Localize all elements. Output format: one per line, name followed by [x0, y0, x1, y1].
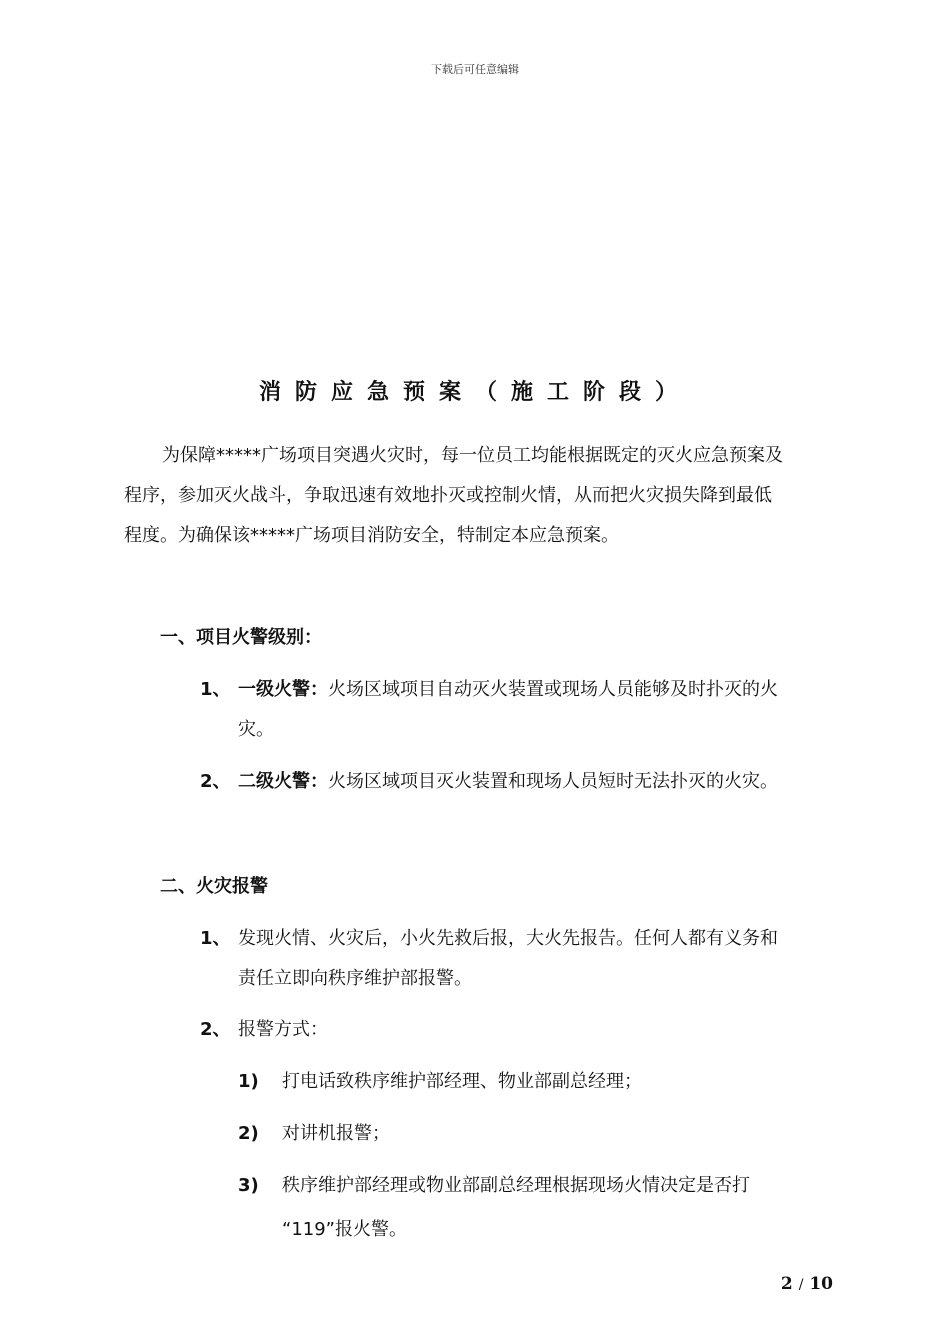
subitem-number: 1) [238, 1071, 259, 1092]
item-text-cont: 灾。 [238, 719, 274, 740]
item-text: 火场区域项目灭火装置和现场人员短时无法扑灭的火灾。 [328, 771, 778, 792]
intro-line-1: 为保障*****广场项目突遇火灾时，每一位员工均能根据既定的灭火应急预案及 [162, 445, 783, 466]
subitem-number: 2) [238, 1123, 259, 1144]
item-number: 2、 [200, 771, 231, 792]
page-separator: / [798, 1277, 804, 1293]
current-page: 2 [780, 1274, 793, 1294]
intro-paragraph [124, 436, 834, 556]
section-1-item-1 [200, 670, 830, 750]
subitem-number: 3) [238, 1175, 259, 1196]
section-2-subitem-2 [238, 1112, 838, 1156]
section-2-item-2 [200, 1010, 830, 1050]
section-2-item-1 [200, 919, 830, 999]
header-note: 下载后可任意编辑 [431, 63, 519, 76]
section-2-subitem-3 [238, 1164, 838, 1252]
total-pages: 10 [809, 1274, 833, 1294]
intro-line-3: 程度。为确保该*****广场项目消防安全，特制定本应急预案。 [124, 525, 619, 546]
intro-line-2: 程序，参加灭火战斗，争取迅速有效地扑灭或控制火情，从而把火灾损失降到最低 [124, 485, 772, 506]
subitem-text: 对讲机报警； [282, 1123, 390, 1144]
item-lead: 二级火警： [238, 771, 328, 792]
subitem-text: 打电话致秩序维护部经理、物业部副总经理； [282, 1071, 642, 1092]
item-number: 1、 [200, 679, 231, 700]
section-1-heading: 一、项目火警级别： [160, 627, 322, 648]
page-number [781, 1274, 833, 1294]
section-2-heading: 二、火灾报警 [160, 876, 268, 897]
item-number: 2、 [200, 1019, 231, 1040]
subitem-text: 秩序维护部经理或物业部副总经理根据现场火情决定是否打 [282, 1175, 750, 1196]
item-text: 报警方式： [238, 1019, 328, 1040]
item-lead: 一级火警： [238, 679, 328, 700]
item-number: 1、 [200, 928, 231, 949]
item-text-cont: 责任立即向秩序维护部报警。 [238, 968, 472, 989]
item-text: 火场区域项目自动灭火装置或现场人员能够及时扑灭的火 [328, 679, 778, 700]
item-text: 发现火情、火灾后，小火先救后报，大火先报告。任何人都有义务和 [238, 928, 778, 949]
document-title: 消防应急预案（施工阶段） [258, 380, 691, 405]
section-1-item-2 [200, 762, 830, 802]
section-2-subitem-1 [238, 1060, 838, 1104]
subitem-text-cont: “119”报火警。 [282, 1219, 408, 1240]
